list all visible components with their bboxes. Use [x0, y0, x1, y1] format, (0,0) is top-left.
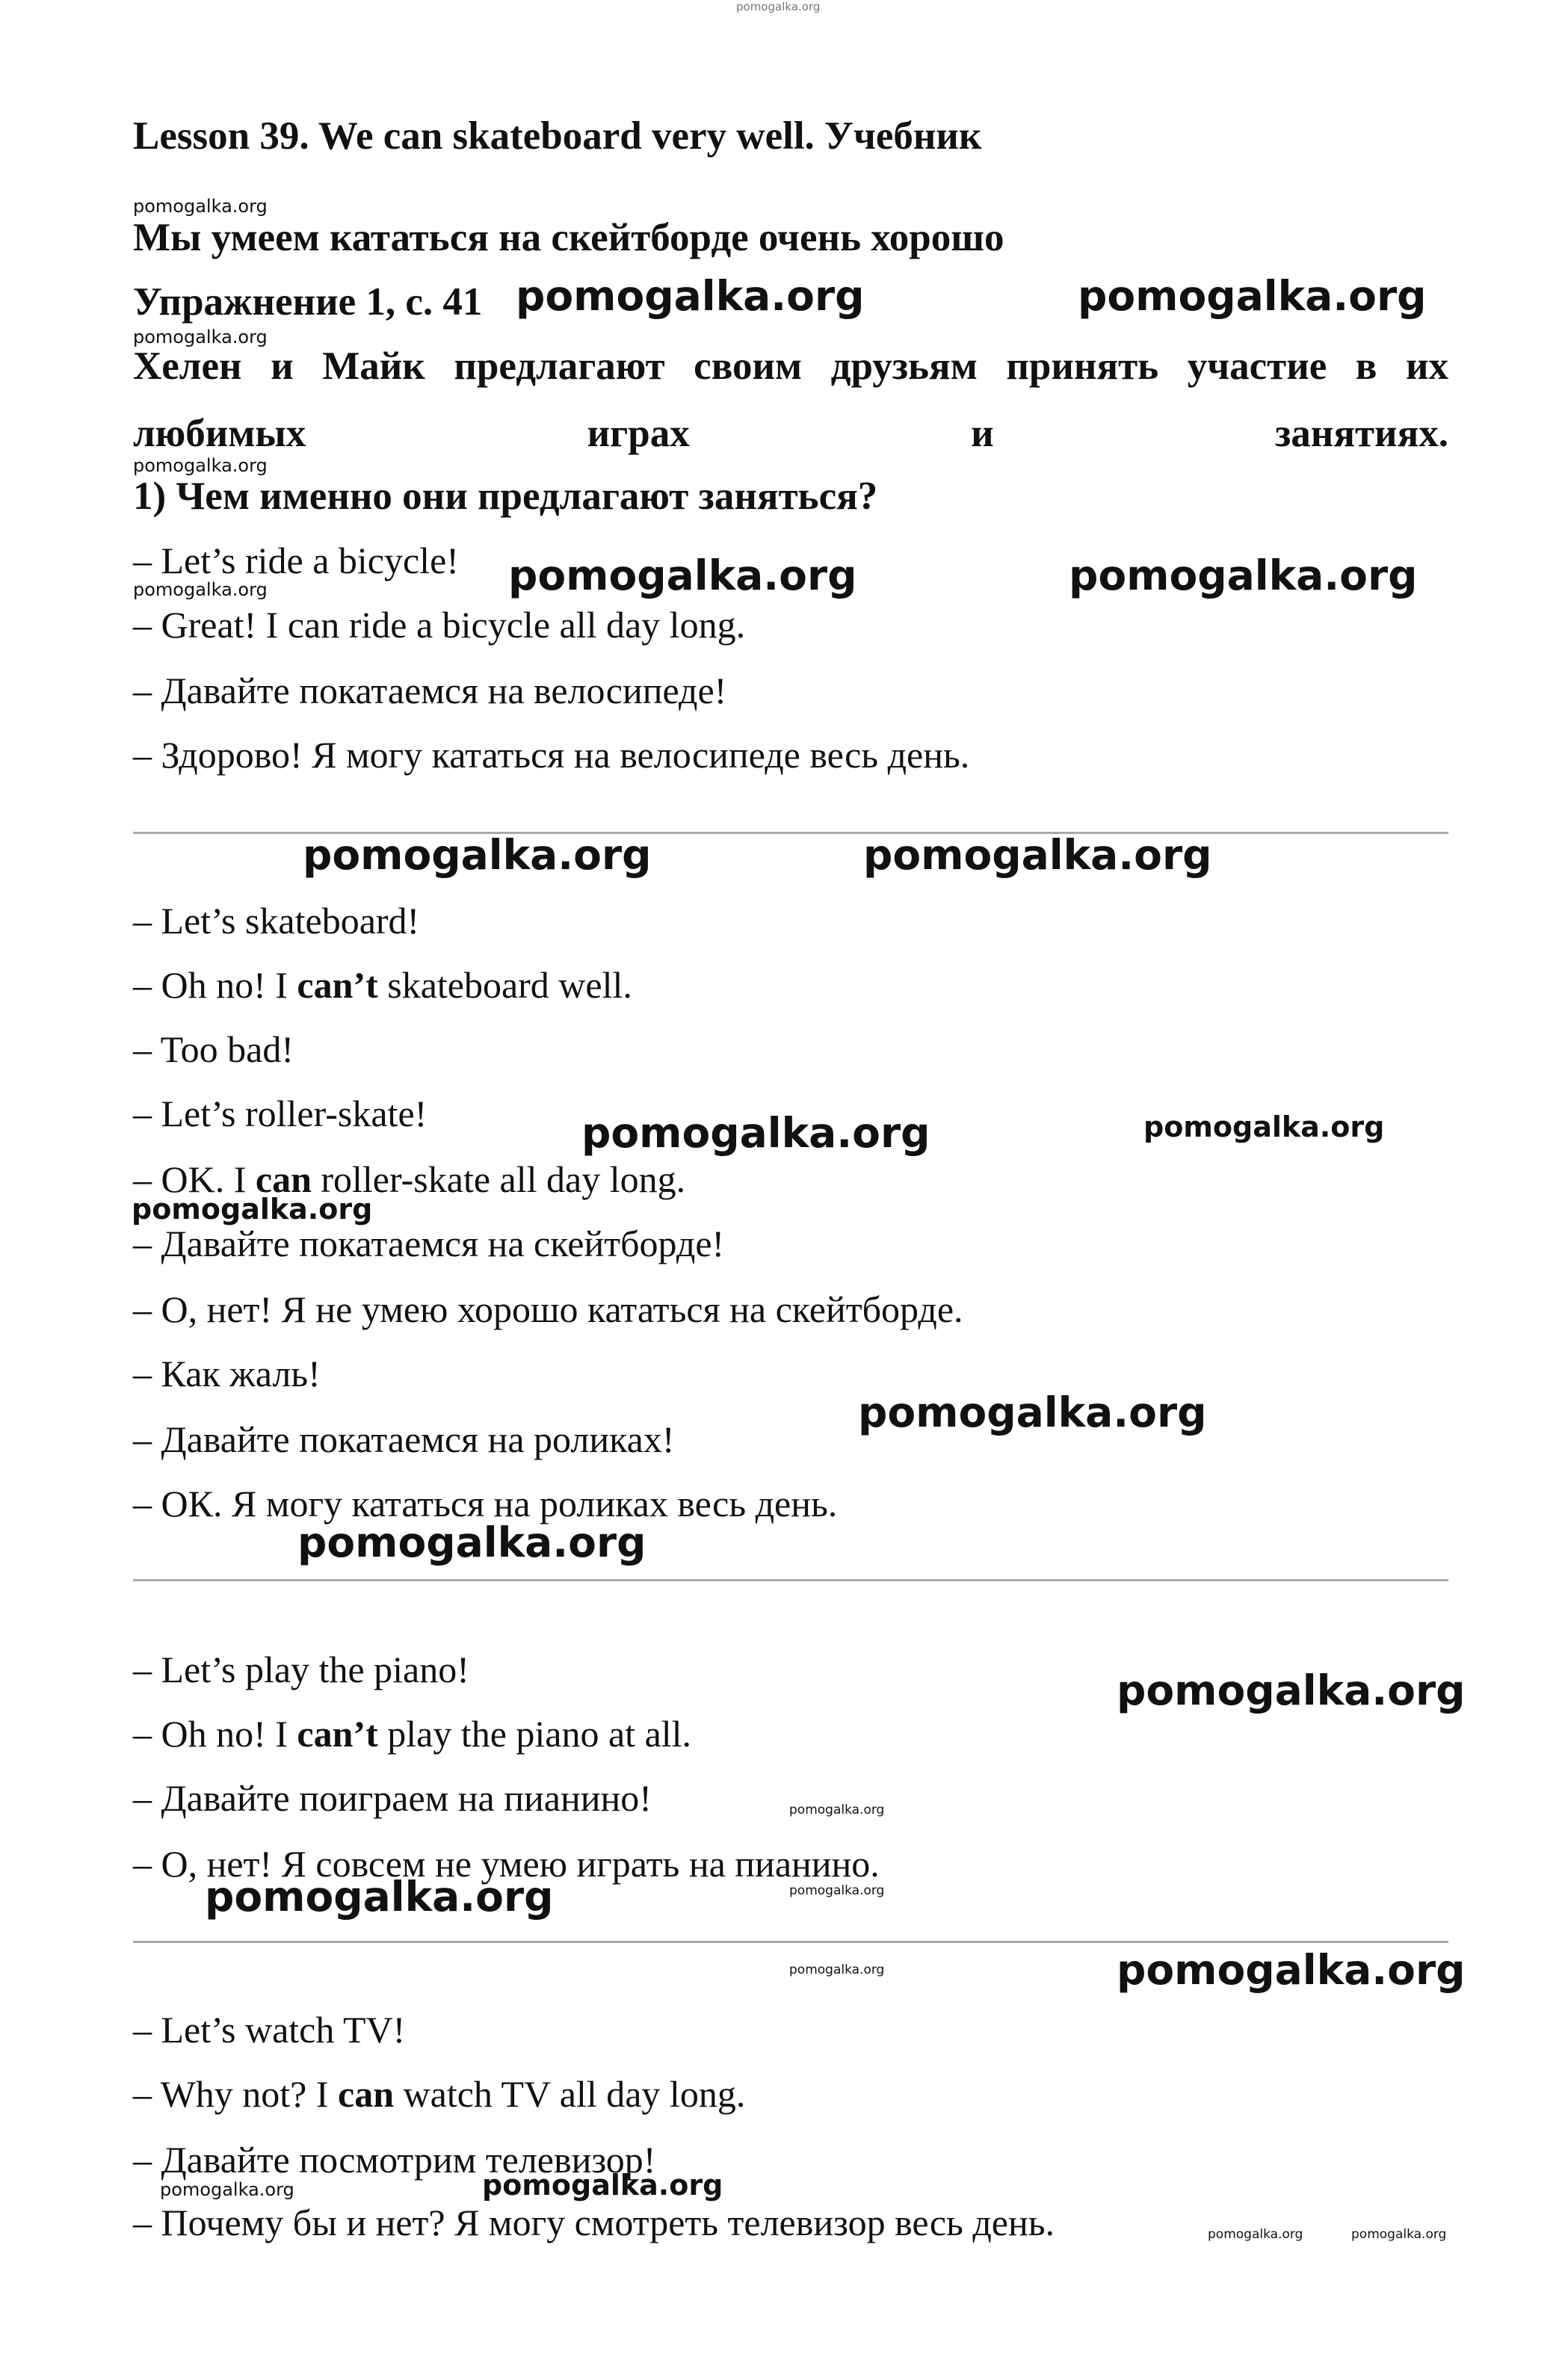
question-1: 1) Чем именно они предлагают заняться?	[133, 475, 878, 518]
watermark-top: pomogalka.org	[736, 0, 821, 13]
dialogue-line: – Oh no! I can’t skateboard well.	[133, 964, 632, 1006]
watermark: pomogalka.org	[789, 1962, 885, 1977]
dialogue-line: – Great! I can ride a bicycle all day long.	[133, 604, 746, 646]
dialogue-line: – Давайте покатаемся на скейтборде!	[133, 1223, 725, 1264]
dialogue-line: – Давайте поиграем на пианино!	[133, 1777, 652, 1819]
dialogue-line: – О, нет! Я не умею хорошо кататься на скейтборде.	[133, 1288, 963, 1330]
lesson-subtitle: Мы умеем кататься на скейтборде очень хорошо	[133, 216, 1004, 259]
watermark: pomogalka.org	[789, 1883, 885, 1898]
watermark: pomogalka.org	[1078, 272, 1427, 320]
watermark: pomogalka.org	[863, 831, 1212, 879]
section-divider	[133, 1579, 1448, 1581]
watermark: pomogalka.org	[205, 1873, 554, 1921]
dialogue-line: – Oh no! I can’t play the piano at all.	[133, 1713, 692, 1755]
watermark: pomogalka.org	[133, 327, 268, 347]
section-divider	[133, 1941, 1448, 1943]
watermark: pomogalka.org	[1351, 2227, 1447, 2242]
task-word: занятиях.	[1274, 412, 1448, 455]
watermark: pomogalka.org	[581, 1109, 930, 1157]
dialogue-line: – Why not? I can watch TV all day long.	[133, 2073, 746, 2115]
task-word: любимых	[133, 412, 306, 455]
dialogue-line: – Давайте посмотрим телевизор!	[133, 2139, 656, 2181]
watermark: pomogalka.org	[1208, 2227, 1303, 2242]
watermark: pomogalka.org	[1117, 1666, 1466, 1714]
dialogue-line: – Let’s ride a bicycle!	[133, 540, 459, 581]
watermark: pomogalka.org	[1117, 1946, 1466, 1994]
dialogue-line: – Давайте покатаемся на велосипеде!	[133, 670, 727, 711]
dialogue-line: – Давайте покатаемся на роликах!	[133, 1418, 675, 1460]
dialogue-line: – Let’s skateboard!	[133, 900, 420, 942]
watermark: pomogalka.org	[508, 552, 857, 599]
watermark: pomogalka.org	[160, 2179, 294, 2200]
task-line-2	[133, 410, 1448, 457]
task-word: играх	[587, 412, 690, 455]
dialogue-line: – Здорово! Я могу кататься на велосипеде весь день.	[133, 734, 970, 776]
watermark: pomogalka.org	[133, 579, 268, 600]
watermark: pomogalka.org	[516, 272, 865, 320]
dialogue-line: – О, нет! Я совсем не умею играть на пианино.	[133, 1843, 880, 1885]
dialogue-line: – Как жаль!	[133, 1353, 321, 1394]
dialogue-line: – OK. I can roller-skate all day long.	[133, 1158, 686, 1200]
watermark: pomogalka.org	[858, 1388, 1207, 1436]
dialogue-line: – ОК. Я могу кататься на роликах весь день.	[133, 1483, 838, 1525]
watermark: pomogalka.org	[789, 1803, 885, 1817]
watermark: pomogalka.org	[133, 455, 268, 476]
dialogue-line: – Let’s roller-skate!	[133, 1093, 428, 1134]
dialogue-line: – Почему бы и нет? Я могу смотреть телевизор весь день.	[133, 2202, 1055, 2243]
lesson-title: Lesson 39. We can skateboard very well. Учебник	[133, 114, 982, 158]
watermark: pomogalka.org	[132, 1193, 373, 1226]
dialogue-line: – Let’s watch TV!	[133, 2009, 406, 2051]
watermark: pomogalka.org	[297, 1519, 646, 1566]
watermark: pomogalka.org	[303, 831, 652, 879]
task-line-1: Хелен и Майк предлагают своим друзьям принять участие в их	[133, 345, 1448, 388]
watermark: pomogalka.org	[1143, 1111, 1385, 1143]
dialogue-line: – Too bad!	[133, 1028, 294, 1070]
task-word: и	[971, 412, 994, 455]
watermark: pomogalka.org	[133, 196, 268, 217]
dialogue-line: – Let’s play the piano!	[133, 1649, 469, 1690]
watermark: pomogalka.org	[1069, 552, 1418, 599]
watermark: pomogalka.org	[482, 2169, 723, 2202]
exercise-label: Упражнение 1, с. 41	[133, 280, 483, 324]
